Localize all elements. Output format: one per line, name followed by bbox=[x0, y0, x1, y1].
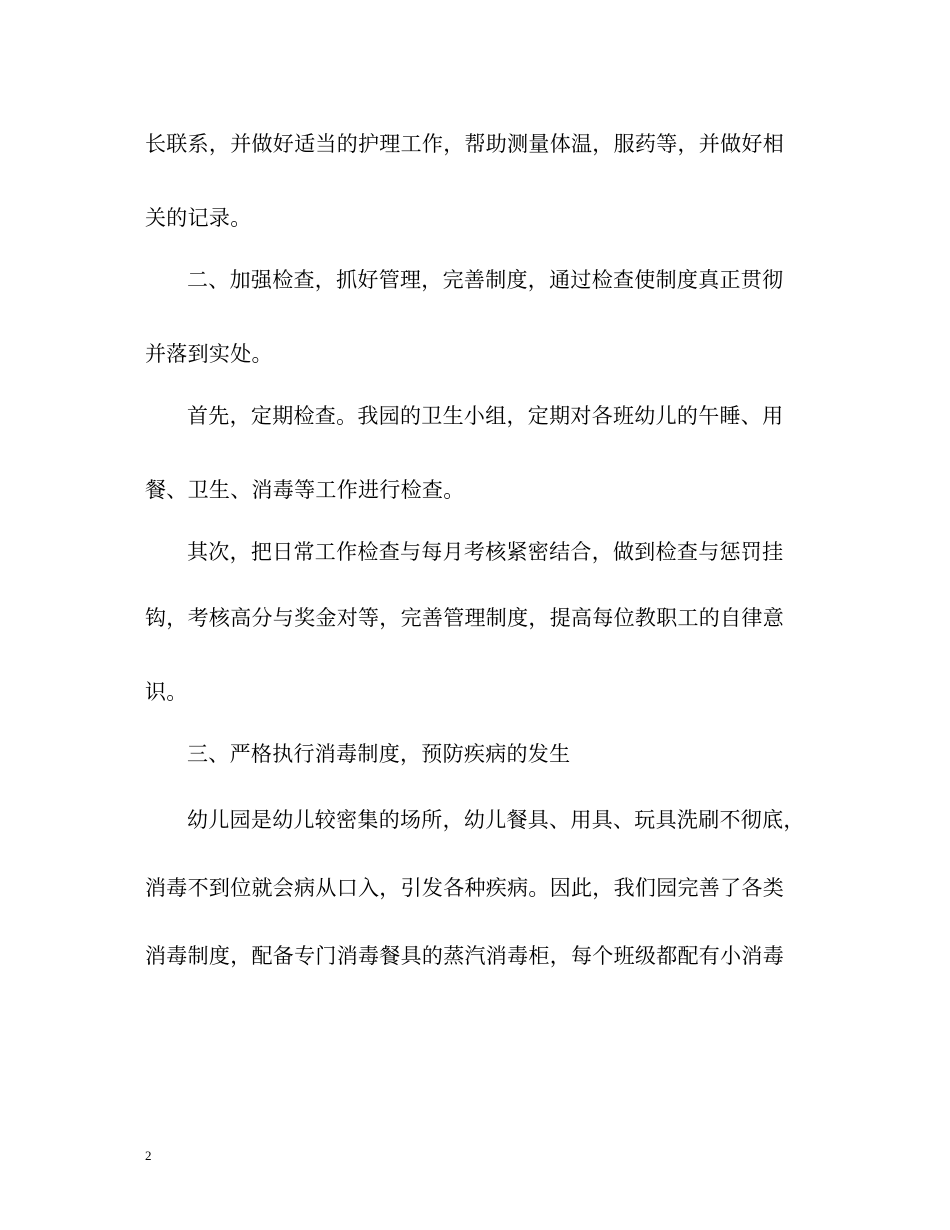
paragraph-third-line-1: 幼儿园是幼儿较密集的场所，幼儿餐具、用具、玩具洗刷不彻底， bbox=[187, 808, 805, 832]
page-number: 2 bbox=[145, 1148, 152, 1163]
paragraph-third-line-2: 消毒不到位就会病从口入，引发各种疾病。因此，我们园完善了各类 bbox=[145, 876, 784, 900]
text-line-2: 关的记录。 bbox=[145, 206, 252, 230]
paragraph-third-line-3: 消毒制度，配备专门消毒餐具的蒸汽消毒柜，每个班级都配有小消毒 bbox=[145, 944, 784, 968]
paragraph-first-line-2: 餐、卫生、消毒等工作进行检查。 bbox=[145, 478, 465, 502]
section-heading-3: 三、严格执行消毒制度，预防疾病的发生 bbox=[187, 742, 571, 766]
paragraph-second-line-3: 识。 bbox=[145, 680, 188, 704]
text-line-1: 长联系，并做好适当的护理工作，帮助测量体温，服药等，并做好相 bbox=[145, 132, 784, 156]
section-heading-2-line-2: 并落到实处。 bbox=[145, 342, 273, 366]
paragraph-second-line-2: 钩，考核高分与奖金对等，完善管理制度，提高每位教职工的自律意 bbox=[145, 606, 784, 630]
section-heading-2-line-1: 二、加强检查，抓好管理，完善制度，通过检查使制度真正贯彻 bbox=[187, 268, 784, 292]
paragraph-second-line-1: 其次，把日常工作检查与每月考核紧密结合，做到检查与惩罚挂 bbox=[187, 540, 784, 564]
paragraph-first-line-1: 首先，定期检查。我园的卫生小组，定期对各班幼儿的午睡、用 bbox=[187, 404, 784, 428]
